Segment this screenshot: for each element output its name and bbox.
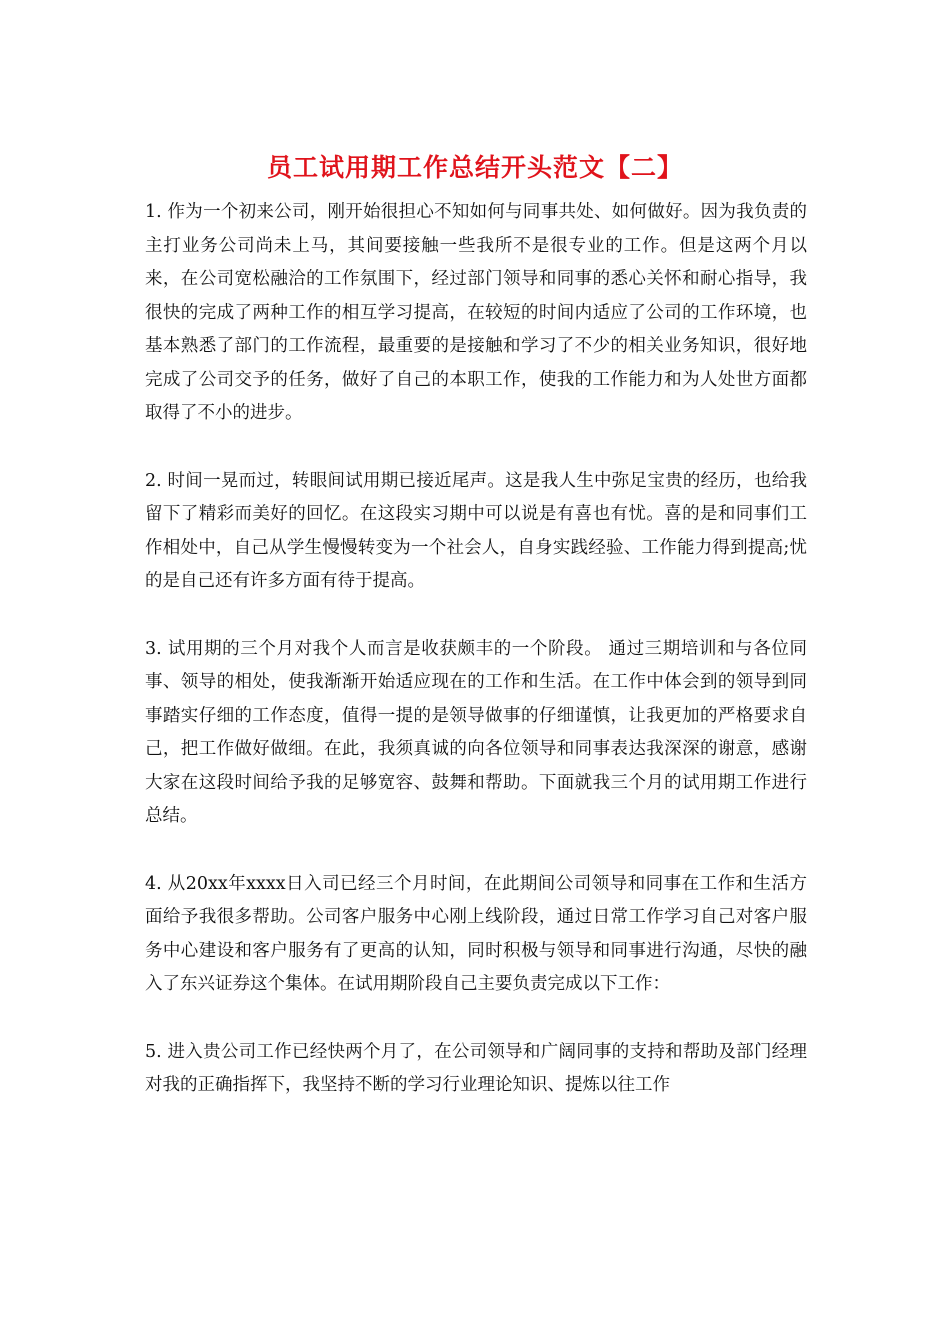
paragraph-3: 3. 试用期的三个月对我个人而言是收获颇丰的一个阶段。 通过三期培训和与各位同事、领导的相处，使我渐渐开始适应现在的工作和生活。在工作中体会到的领导到同事踏实仔细的工作态度，值得一提的是领导做事的仔细谨慎，让我更加的严格要求自己，把工作做好做细。在此，我须真诚的向各位领导和同事表达我深深的谢意，感谢大家在这段时间给予我的足够宽容、鼓舞和帮助。下面就我三个月的试用期工作进行总结。 [145,638,807,826]
paragraph-1: 1. 作为一个初来公司，刚开始很担心不知如何与同事共处、如何做好。因为我负责的主打业务公司尚未上马，其间要接触一些我所不是很专业的工作。但是这两个月以来，在公司宽松融洽的工作氛围下，经过部门领导和同事的悉心关怀和耐心指导，我很快的完成了两种工作的相互学习提高，在较短的时间内适应了公司的工作环境，也基本熟悉了部门的工作流程，最重要的是接触和学习了不少的相关业务知识，很好地完成了公司交予的任务，做好了自己的本职工作，使我的工作能力和为人处世方面都取得了不小的进步。 [145,202,807,423]
paragraph-5: 5. 进入贵公司工作已经快两个月了，在公司领导和广阔同事的支持和帮助及部门经理对我的正确指挥下，我坚持不断的学习行业理论知识、提炼以往工作 [145,1041,807,1095]
document-body [145,196,807,1103]
document-title: 员工试用期工作总结开头范文【二】 [266,153,683,182]
paragraph-2: 2. 时间一晃而过，转眼间试用期已接近尾声。这是我人生中弥足宝贵的经历，也给我留下了精彩而美好的回忆。在这段实习期中可以说是有喜也有忧。喜的是和同事们工作相处中，自己从学生慢慢转变为一个社会人，自身实践经验、工作能力得到提高;忧的是自己还有许多方面有待于提高。 [145,470,807,591]
paragraph-4: 4. 从20xx年xxxx日入司已经三个月时间，在此期间公司领导和同事在工作和生活方面给予我很多帮助。公司客户服务中心刚上线阶段，通过日常工作学习自己对客户服务中心建设和客户服务有了更高的认知，同时积极与领导和同事进行沟通，尽快的融入了东兴证券这个集体。在试用期阶段自己主要负责完成以下工作： [145,873,807,994]
